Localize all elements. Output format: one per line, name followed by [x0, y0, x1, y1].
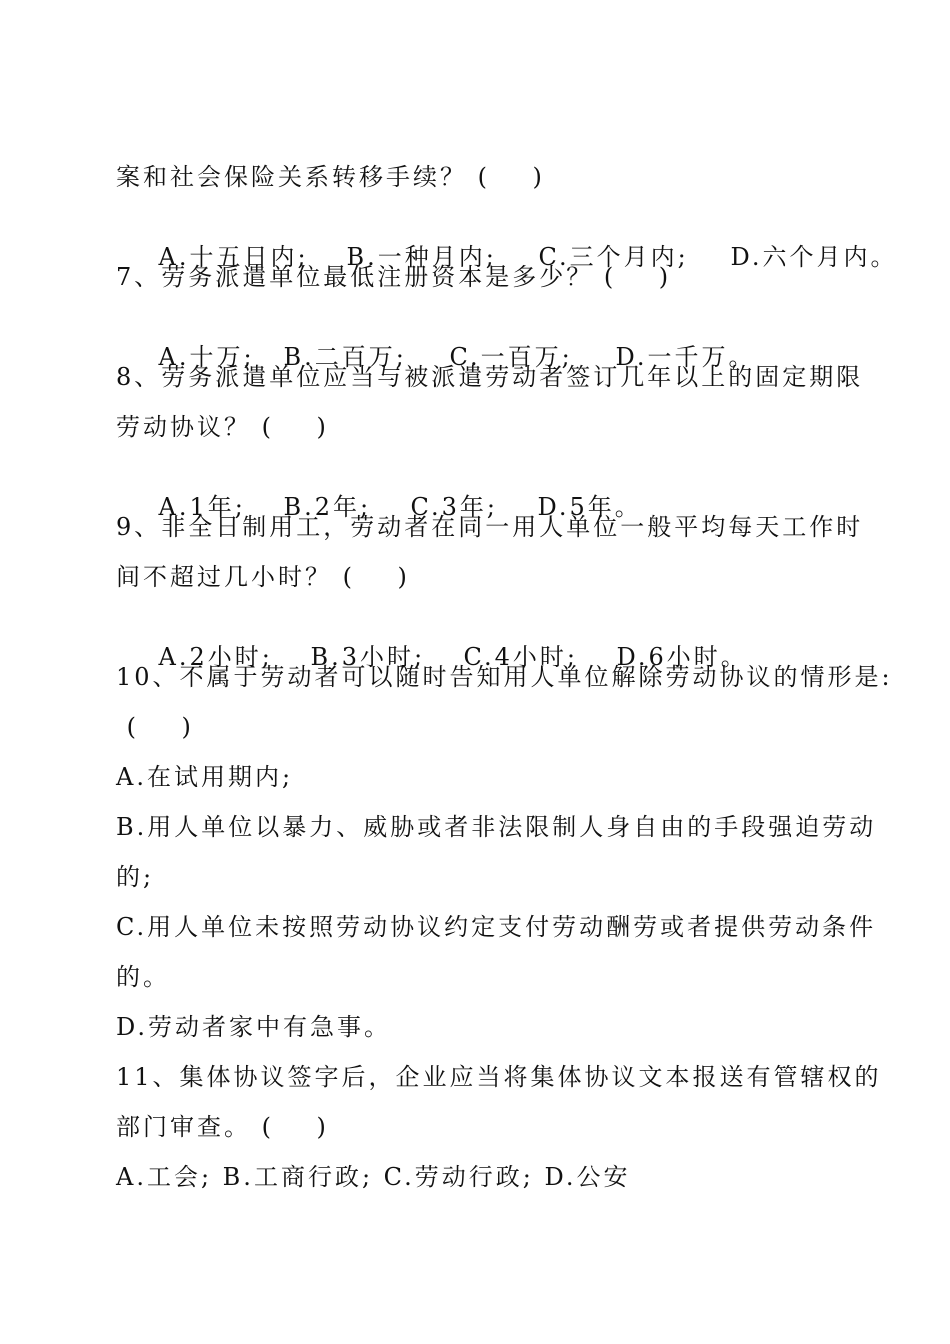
question-10-option-b-line-2: 的; — [116, 863, 155, 891]
option-d: D.6小时。 — [616, 643, 748, 671]
question-10-option-c-line-2: 的。 — [116, 963, 170, 991]
question-7: 7、劳务派遣单位最低注册资本是多少？ ( ) — [116, 263, 672, 291]
question-10-option-d: D.劳动者家中有急事。 — [116, 1013, 392, 1041]
question-10-option-b-line-1: B.用人单位以暴力、威胁或者非法限制人身自由的手段强迫劳动 — [116, 813, 877, 841]
option-d: D.六个月内。 — [730, 243, 898, 271]
question-11-line-1: 11、集体协议签字后，企业应当将集体协议文本报送有管辖权的 — [116, 1063, 882, 1091]
option-b: B.3小时; — [310, 643, 426, 671]
question-10-option-c-line-1: C.用人单位未按照劳动协议约定支付劳动酬劳或者提供劳动条件 — [116, 913, 877, 941]
question-11-options: A.工会; B.工商行政; C.劳动行政; D.公安 — [116, 1163, 631, 1191]
option-d: D.5年。 — [537, 493, 642, 521]
question-9-line-2: 间不超过几小时？ ( ) — [116, 563, 410, 591]
option-c: C.三个月内; — [538, 243, 689, 271]
question-6-continuation: 案和社会保险关系转移手续？ ( ) — [116, 163, 545, 191]
option-a: A.2小时; — [158, 643, 273, 671]
option-c: C.一百万; — [449, 343, 573, 371]
option-a: A.十五日内; — [158, 243, 309, 271]
option-b: B.二百万; — [283, 343, 407, 371]
option-a: A.十万; — [158, 343, 255, 371]
option-c: C.3年; — [410, 493, 499, 521]
question-11-line-2: 部门审查。 ( ) — [116, 1113, 329, 1141]
option-b: B.一种月内; — [346, 243, 497, 271]
option-a: A.1年; — [158, 493, 246, 521]
question-10-option-a: A.在试用期内; — [116, 763, 294, 791]
option-c: C.4小时; — [463, 643, 579, 671]
option-d: D.一千万。 — [615, 343, 756, 371]
question-8-line-1: 8、劳务派遣单位应当与被派遣劳动者签订几年以上的固定期限 — [116, 363, 864, 391]
question-9-line-1: 9、非全日制用工，劳动者在同一用人单位一般平均每天工作时 — [116, 513, 864, 541]
question-8-line-2: 劳动协议？ ( ) — [116, 413, 329, 441]
question-10-line-1: 10、不属于劳动者可以随时告知用人单位解除劳动协议的情形是: — [116, 663, 893, 691]
option-b: B.2年; — [283, 493, 372, 521]
question-10-line-2: ( ) — [116, 713, 194, 741]
